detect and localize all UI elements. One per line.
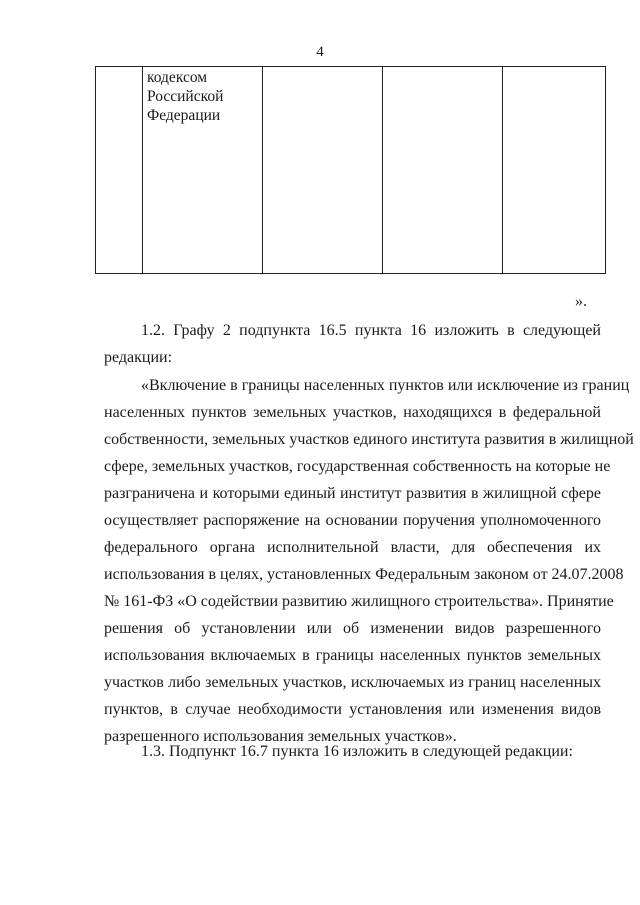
column-divider-3: [382, 67, 383, 273]
text-line: 1.2. Графу 2 подпункта 16.5 пункта 16 изложить в следующей: [141, 322, 601, 339]
quoted-paragraph: [104, 372, 634, 750]
text-line: населенных пунктов земельных участков, находящихся в федеральной: [104, 404, 601, 421]
text-line: редакции:: [104, 349, 173, 366]
text-line: участков либо земельных участков, исключаемых из границ населенных: [104, 674, 601, 691]
text-line: решения об установлении или об изменении видов разрешенного: [104, 620, 601, 637]
text-line: федерального органа исполнительной власти, для обеспечения их: [104, 539, 601, 556]
text-line: использования в целях, установленных Федеральным законом от 24.07.2008: [104, 566, 624, 583]
paragraph-1-2: [104, 317, 601, 371]
paragraph-1-3: [104, 738, 601, 765]
text-line: собственности, земельных участков единого института развития в жилищной: [104, 431, 634, 448]
cell-line: кодексом: [147, 69, 208, 86]
column-divider-4: [502, 67, 503, 273]
table-cell-text: [147, 68, 265, 125]
text-line: осуществляет распоряжение на основании поручения уполномоченного: [104, 512, 601, 529]
text-line: разрешенного использования земельных участков».: [104, 728, 457, 745]
column-divider-1: [142, 67, 143, 273]
text-line: использования включаемых в границы населенных пунктов земельных: [104, 647, 601, 664]
text-line: сфере, земельных участков, государственная собственность на которые не: [104, 458, 611, 475]
text-line: 1.3. Подпункт 16.7 пункта 16 изложить в следующей редакции:: [141, 743, 573, 760]
cell-line: Федерации: [147, 107, 221, 124]
table-continuation: [95, 66, 606, 274]
closing-quote: ».: [575, 293, 587, 310]
text-line: разграничена и которыми единый институт развития в жилищной сфере: [104, 485, 601, 502]
text-line: № 161-ФЗ «О содействии развитию жилищного строительства». Принятие: [104, 593, 614, 610]
text-line: «Включение в границы населенных пунктов или исключение из границ: [141, 377, 630, 394]
cell-line: Российской: [147, 88, 224, 105]
text-line: пунктов, в случае необходимости установления или изменения видов: [104, 701, 601, 718]
page-number: 4: [316, 44, 324, 60]
